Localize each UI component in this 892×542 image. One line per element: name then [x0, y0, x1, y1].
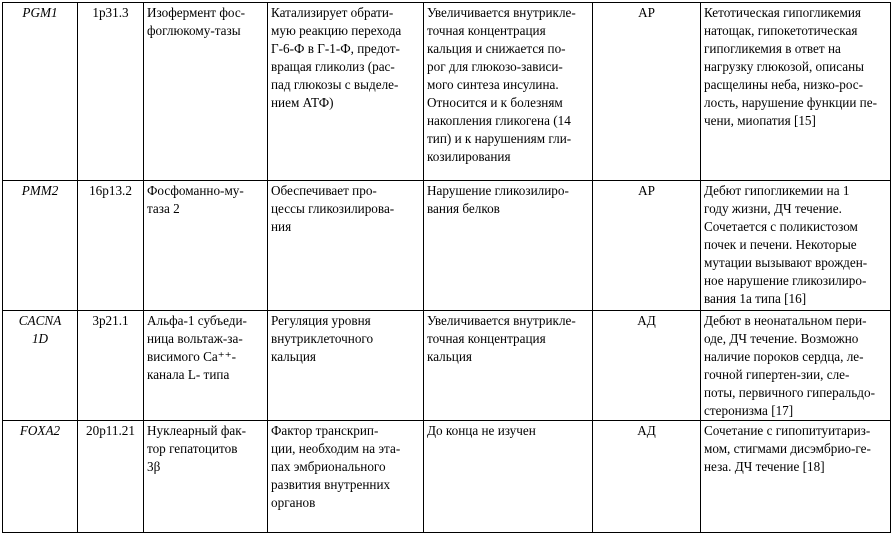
locus-value: 1p31.3 [92, 5, 129, 20]
table-row [3, 311, 891, 421]
locus-value: 16p13.2 [89, 183, 132, 198]
protein-text: Нуклеарный фак- тор гепатоцитов 3β [147, 423, 247, 474]
table-row [3, 421, 891, 533]
clinical-text: Кетотическая гипогликемия натощак, гипокетотическая гипогликемия в ответ на нагрузку глюкозой, описаны расщелины неба, низко-рос- лость, нарушение функции пе- чени, миопатия [15] [704, 5, 877, 128]
inheritance-type: АД [637, 423, 656, 438]
locus-cell [78, 421, 144, 533]
function-text: Регуляция уровня внутриклеточного кальция [271, 313, 374, 364]
mechanism-text: До конца не изучен [427, 423, 536, 438]
inheritance-cell [593, 311, 701, 421]
function-text: Фактор транскрип- ции, необходим на эта- пах эмбрионального развития внутренних органов [271, 423, 401, 510]
inheritance-type: АР [638, 5, 655, 20]
gene-cell [3, 311, 78, 421]
clinical-cell [701, 311, 891, 421]
gene-cell [3, 181, 78, 311]
locus-value: 20p11.21 [86, 423, 135, 438]
protein-text: Фосфоманно-му- таза 2 [147, 183, 244, 216]
function-cell [268, 421, 424, 533]
protein-cell [144, 181, 268, 311]
function-cell [268, 181, 424, 311]
locus-cell [78, 181, 144, 311]
table-row [3, 181, 891, 311]
locus-value: 3p21.1 [92, 313, 129, 328]
genes-table [2, 2, 891, 533]
mechanism-text: Увеличивается внутрикле- точная концентрация кальция и снижается по- рог для глюкозо-зависи- мого синтеза инсулина. Относится и к болезням накопления гликогена (14 тип) и к нарушениям гли- козилирования [427, 5, 576, 164]
gene-symbol: PGM1 [22, 5, 58, 20]
mechanism-cell [424, 311, 593, 421]
gene-symbol: PMM2 [21, 183, 59, 198]
gene-symbol: FOXA2 [19, 423, 61, 438]
protein-text: Альфа-1 субъеди- ница вольтаж-за- висимого Са⁺⁺- канала L- типа [147, 313, 247, 382]
clinical-text: Дебют гипогликемии на 1 году жизни, ДЧ течение. Сочетается с поликистозом почек и печени. Некоторые мутации вызывают врожден- ное нарушение гликозилиро- вания 1а типа [16] [704, 183, 868, 306]
clinical-cell [701, 421, 891, 533]
locus-cell [78, 3, 144, 181]
mechanism-cell [424, 181, 593, 311]
clinical-cell [701, 181, 891, 311]
gene-cell [3, 3, 78, 181]
clinical-cell [701, 3, 891, 181]
inheritance-cell [593, 3, 701, 181]
mechanism-text: Увеличивается внутрикле- точная концентрация кальция [427, 313, 576, 364]
mechanism-text: Нарушение гликозилиро- вания белков [427, 183, 569, 216]
clinical-text: Дебют в неонатальном пери- оде, ДЧ течение. Возможно наличие пороков сердца, ле- гочной гипертен-зии, сле- поты, первичного гиперальдо- стеронизма [17] [704, 313, 875, 418]
locus-cell [78, 311, 144, 421]
mechanism-cell [424, 3, 593, 181]
protein-text: Изофермент фос- фоглюкому-тазы [147, 5, 246, 38]
function-cell [268, 311, 424, 421]
gene-symbol: CACNA 1D [18, 313, 62, 346]
inheritance-cell [593, 421, 701, 533]
function-text: Катализирует обрати- мую реакцию перехода Г-6-Ф в Г-1-Ф, предот- вращая гликолиз (рас- пад глюкозы с выделе- нием АТФ) [271, 5, 402, 110]
inheritance-type: АР [638, 183, 655, 198]
protein-cell [144, 421, 268, 533]
inheritance-type: АД [637, 313, 656, 328]
function-cell [268, 3, 424, 181]
clinical-text: Сочетание с гипопитуитариз- мом, стигмами дисэмбрио-ге- неза. ДЧ течение [18] [704, 423, 871, 474]
inheritance-cell [593, 181, 701, 311]
protein-cell [144, 311, 268, 421]
table-row [3, 3, 891, 181]
mechanism-cell [424, 421, 593, 533]
gene-cell [3, 421, 78, 533]
function-text: Обеспечивает про- цессы гликозилирова- ния [271, 183, 395, 234]
protein-cell [144, 3, 268, 181]
